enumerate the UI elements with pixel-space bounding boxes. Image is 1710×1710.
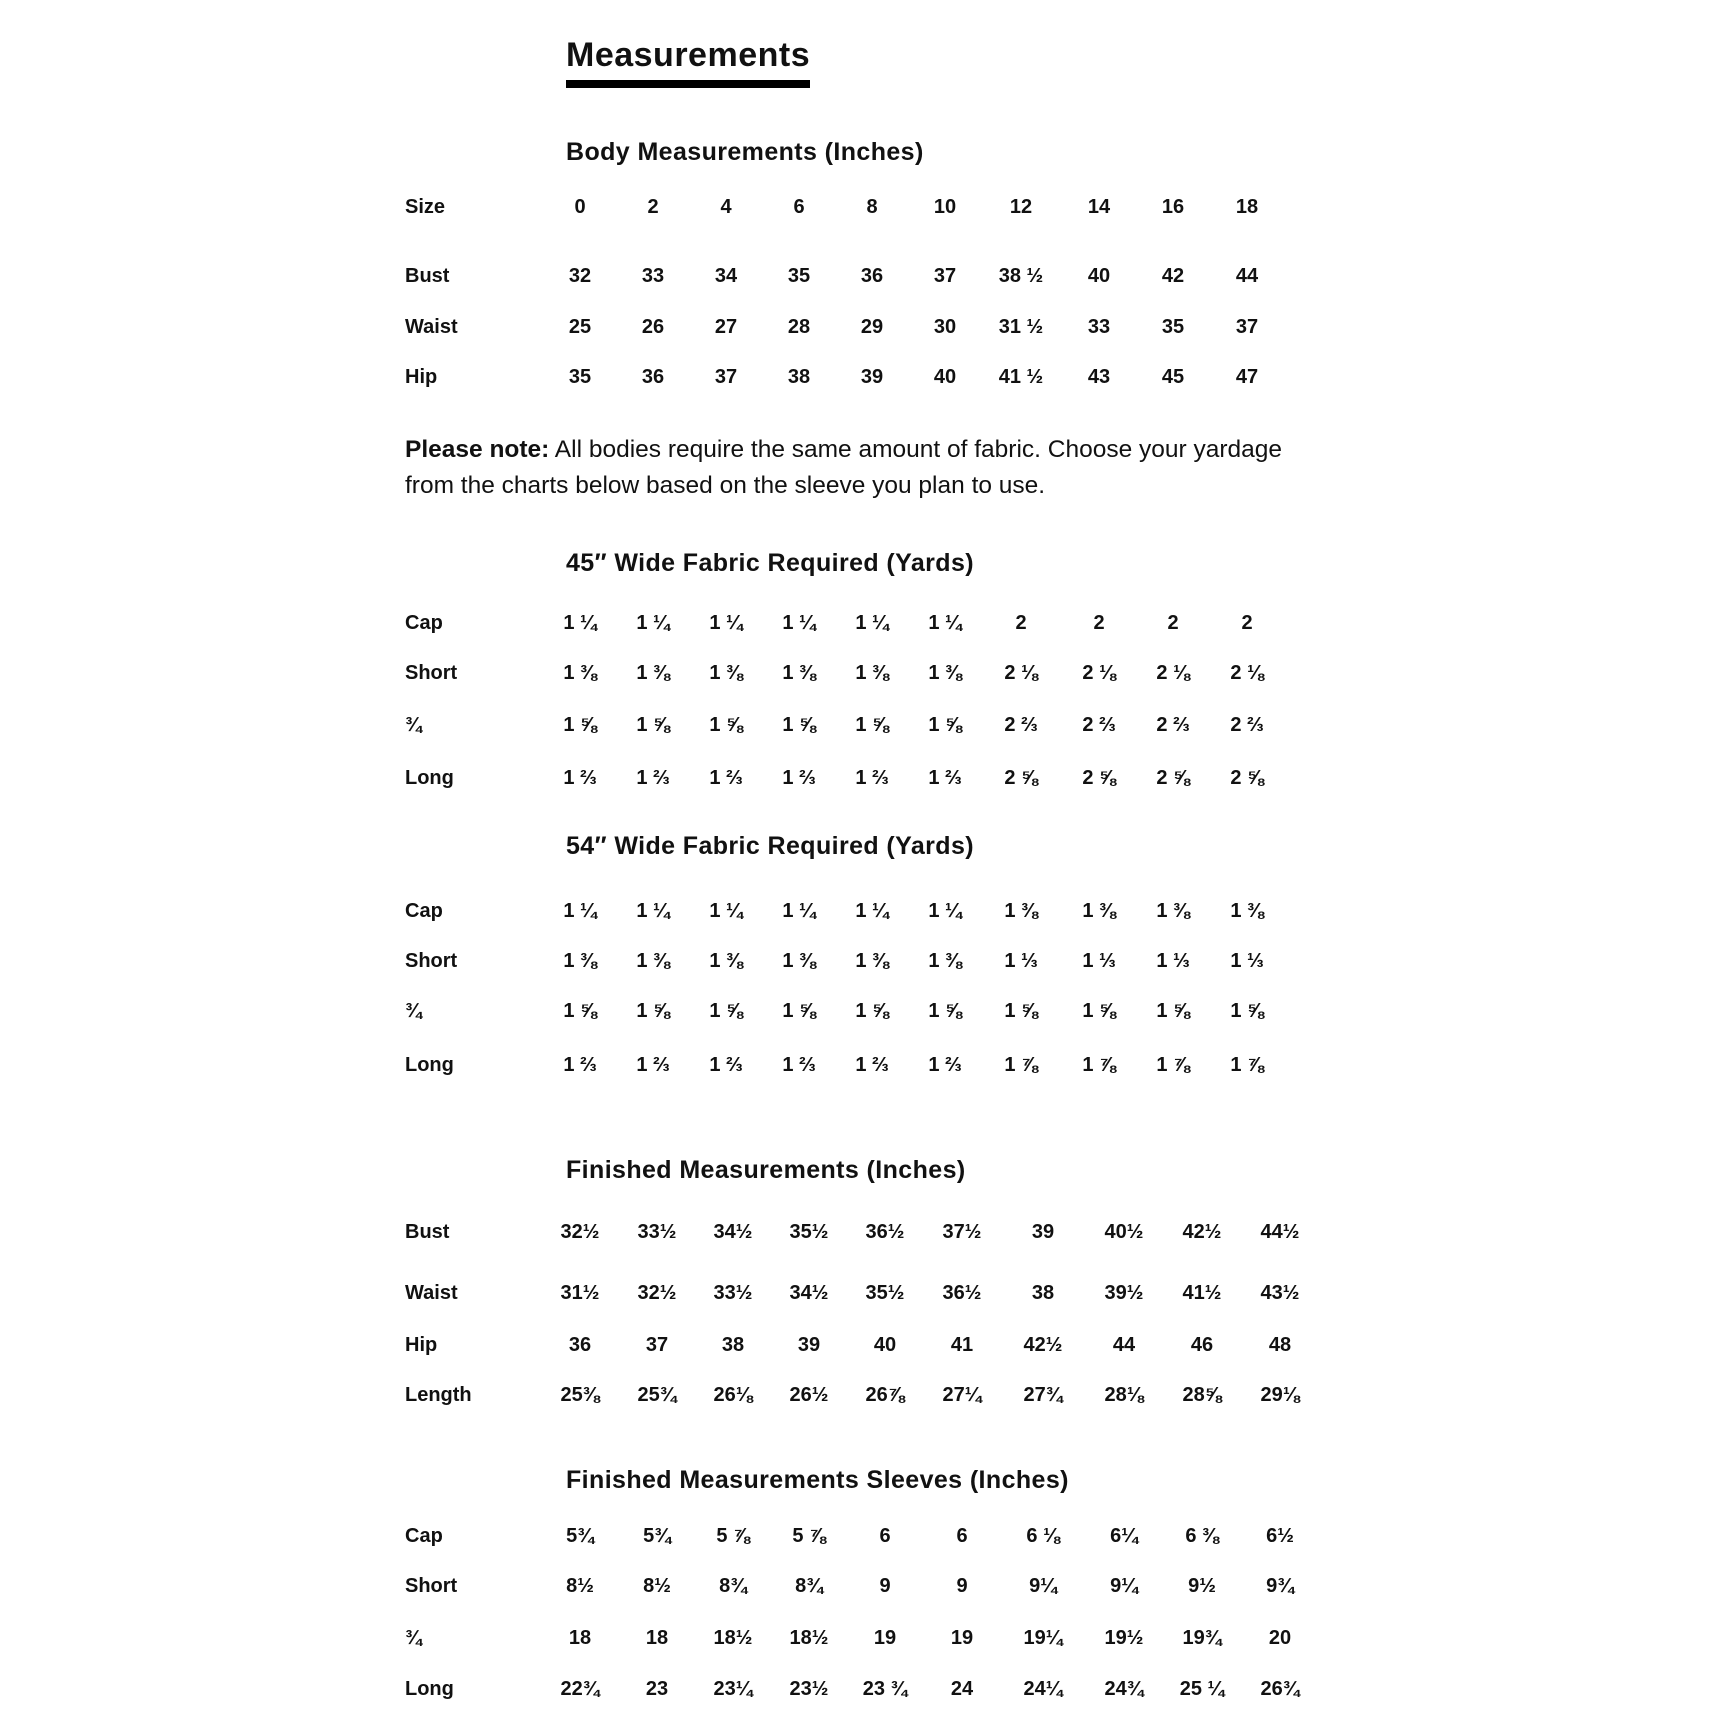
table-cell: 32 [568,265,592,287]
table-cell: 40½ [1104,1221,1144,1243]
table-cell: 23½ [789,1678,829,1700]
table-cell: 1 ⅜ [855,950,889,972]
table-cell: 48 [1268,1334,1292,1356]
table-row [0,1334,1710,1364]
table-cell: 6 [956,1525,968,1547]
table-row [0,612,1710,642]
row-label: Bust [405,265,450,287]
size-header-row [0,196,1710,226]
table-cell: 2 ⅝ [1004,767,1038,789]
table-cell: 25 [568,316,592,338]
table-cell: 42½ [1182,1221,1222,1243]
size-header-cell: 16 [1161,196,1185,218]
table-cell: 18 [568,1627,592,1649]
table-cell: 37 [645,1334,669,1356]
table-cell: 39 [860,366,884,388]
table-cell: 1 ⅝ [855,1000,889,1022]
table-cell: 32½ [560,1221,600,1243]
table-cell: 46 [1190,1334,1214,1356]
table-cell: 44 [1235,265,1259,287]
table-cell: 2 ⅛ [1230,662,1264,684]
finished-measurements-title: Finished Measurements (Inches) [566,1156,966,1184]
size-header-cell: 14 [1087,196,1111,218]
table-cell: 1 ⅓ [1156,950,1190,972]
table-row [0,1000,1710,1030]
row-label: Waist [405,316,458,338]
table-cell: 18½ [789,1627,829,1649]
table-cell: 9¼ [1110,1575,1138,1597]
table-cell: 1 ⅝ [636,1000,670,1022]
table-cell: 1 ⅔ [636,767,670,789]
table-cell: 1 ⅔ [563,767,597,789]
row-label: Hip [405,366,438,388]
table-row [0,1282,1710,1312]
table-cell: 31 ½ [998,316,1044,338]
row-label: Cap [405,612,443,634]
note-text: All bodies require the same amount of fabric. Choose your yardage from the charts below based on the sleeve you plan to use. [405,436,1283,499]
table-cell: 43 [1087,366,1111,388]
table-cell: 38 [787,366,811,388]
table-cell: 23¼ [713,1678,753,1700]
size-label: Size [405,196,446,218]
table-cell: 1 ¼ [855,900,889,922]
table-cell: 39½ [1104,1282,1144,1304]
table-cell: 1 ⅜ [928,662,962,684]
table-cell: 9½ [1188,1575,1216,1597]
body-measurements-title: Body Measurements (Inches) [566,138,924,166]
table-cell: 19¼ [1023,1627,1063,1649]
table-cell: 1 ⅓ [1004,950,1038,972]
table-cell: 1 ⅜ [1156,900,1190,922]
row-label: Long [405,1678,454,1700]
table-cell: 39 [1031,1221,1055,1243]
table-cell: 1 ⅔ [928,1054,962,1076]
row-label: Short [405,950,458,972]
size-header-cell: 6 [793,196,805,218]
table-row [0,767,1710,797]
table-cell: 8¾ [795,1575,823,1597]
table-cell: 42 [1161,265,1185,287]
table-cell: 1 ⅜ [855,662,889,684]
table-cell: 1 ¼ [928,612,962,634]
table-cell: 32½ [637,1282,677,1304]
table-cell: 1 ⅝ [928,714,962,736]
table-cell: 1 ⅜ [782,950,816,972]
table-cell: 1 ⅝ [782,1000,816,1022]
table-cell: 1 ⅞ [1156,1054,1190,1076]
table-cell: 1 ⅔ [855,767,889,789]
table-cell: 2 ⅔ [1004,714,1038,736]
table-cell: 29⅛ [1260,1384,1300,1406]
fabric-54-title: 54″ Wide Fabric Required (Yards) [566,832,974,860]
size-header-cell: 4 [720,196,732,218]
table-row [0,900,1710,930]
table-cell: 1 ⅔ [782,1054,816,1076]
row-label: Hip [405,1334,438,1356]
table-cell: 1 ⅝ [1004,1000,1038,1022]
table-cell: 1 ⅝ [636,714,670,736]
table-cell: 36 [860,265,884,287]
table-cell: 35 [568,366,592,388]
table-cell: 36½ [865,1221,905,1243]
table-cell: 1 ⅜ [1230,900,1264,922]
table-cell: 1 ⅝ [1230,1000,1264,1022]
table-cell: 1 ¼ [563,612,597,634]
row-label: Short [405,662,458,684]
table-cell: 24¾ [1104,1678,1144,1700]
fabric-45-title: 45″ Wide Fabric Required (Yards) [566,549,974,577]
table-cell: 36½ [942,1282,982,1304]
table-cell: 1 ¼ [928,900,962,922]
table-cell: 9 [956,1575,968,1597]
table-row [0,366,1710,396]
table-cell: 33½ [637,1221,677,1243]
size-header-cell: 2 [647,196,659,218]
table-cell: 28⅛ [1104,1384,1144,1406]
table-cell: 35 [1161,316,1185,338]
table-cell: 1 ⅝ [709,1000,743,1022]
table-cell: 1 ⅝ [709,714,743,736]
note-lead: Please note: [405,436,550,463]
table-cell: 35½ [789,1221,829,1243]
table-cell: 44½ [1260,1221,1300,1243]
table-cell: 42½ [1023,1334,1063,1356]
table-cell: 2 [1241,612,1253,634]
table-cell: 1 ⅝ [1156,1000,1190,1022]
table-cell: 9 [879,1575,891,1597]
table-cell: 1 ⅞ [1230,1054,1264,1076]
table-cell: 1 ⅝ [782,714,816,736]
table-cell: 1 ⅜ [782,662,816,684]
row-label: Long [405,1054,454,1076]
table-cell: 1 ⅔ [782,767,816,789]
table-cell: 47 [1235,366,1259,388]
table-cell: 1 ⅔ [855,1054,889,1076]
table-cell: 2 [1167,612,1179,634]
table-cell: 36 [568,1334,592,1356]
row-label: Cap [405,900,443,922]
table-cell: 5¾ [643,1525,671,1547]
row-label: ¾ [405,1627,422,1649]
size-header-cell: 0 [574,196,586,218]
table-cell: 1 ¼ [782,900,816,922]
table-cell: 25 ¼ [1179,1678,1225,1700]
table-cell: 1 ⅞ [1004,1054,1038,1076]
table-cell: 8¾ [719,1575,747,1597]
table-row [0,1575,1710,1605]
table-cell: 35½ [865,1282,905,1304]
table-cell: 19 [873,1627,897,1649]
table-row [0,1678,1710,1708]
table-cell: 19¾ [1182,1627,1222,1649]
table-cell: 34 [714,265,738,287]
table-cell: 37½ [942,1221,982,1243]
table-cell: 2 [1015,612,1027,634]
table-cell: 30 [933,316,957,338]
table-cell: 41 ½ [998,366,1044,388]
table-cell: 1 ⅜ [636,950,670,972]
table-cell: 1 ¼ [709,612,743,634]
table-cell: 1 ⅜ [709,950,743,972]
table-cell: 33 [641,265,665,287]
table-cell: 2 ⅝ [1230,767,1264,789]
table-cell: 27¾ [1023,1384,1063,1406]
table-row [0,265,1710,295]
table-cell: 1 ⅝ [855,714,889,736]
table-cell: 18½ [713,1627,753,1649]
page-title: Measurements [566,36,811,74]
table-cell: 6 ⅜ [1185,1525,1219,1547]
table-cell: 9¾ [1266,1575,1294,1597]
table-cell: 6 [879,1525,891,1547]
table-cell: 27 [714,316,738,338]
table-cell: 35 [787,265,811,287]
table-cell: 1 ⅝ [1082,1000,1116,1022]
title-underline [566,80,810,88]
table-cell: 26 [641,316,665,338]
table-cell: 41 [950,1334,974,1356]
table-cell: 33½ [713,1282,753,1304]
table-row [0,1054,1710,1084]
table-cell: 2 ⅛ [1004,662,1038,684]
table-cell: 1 ⅜ [928,950,962,972]
table-row [0,1384,1710,1414]
table-cell: 19½ [1104,1627,1144,1649]
size-header-cell: 10 [933,196,957,218]
table-cell: 2 ⅛ [1156,662,1190,684]
table-cell: 19 [950,1627,974,1649]
table-row [0,662,1710,692]
table-cell: 1 ¼ [563,900,597,922]
row-label: ¾ [405,1000,422,1022]
size-header-cell: 12 [1009,196,1033,218]
table-cell: 1 ⅔ [563,1054,597,1076]
table-cell: 1 ⅔ [709,1054,743,1076]
table-cell: 34½ [713,1221,753,1243]
table-cell: 41½ [1182,1282,1222,1304]
table-cell: 38 ½ [998,265,1044,287]
table-cell: 8½ [566,1575,594,1597]
table-cell: 28⅝ [1182,1384,1222,1406]
table-cell: 8½ [643,1575,671,1597]
table-cell: 1 ⅜ [709,662,743,684]
table-row [0,950,1710,980]
table-cell: 33 [1087,316,1111,338]
table-cell: 1 ⅜ [1004,900,1038,922]
table-cell: 36 [641,366,665,388]
table-cell: 2 ⅔ [1082,714,1116,736]
table-cell: 1 ⅝ [563,1000,597,1022]
table-cell: 25¾ [637,1384,677,1406]
table-row [0,1525,1710,1555]
table-cell: 5¾ [566,1525,594,1547]
table-cell: 1 ⅓ [1230,950,1264,972]
table-cell: 40 [933,366,957,388]
table-cell: 25⅜ [560,1384,600,1406]
table-cell: 1 ⅔ [636,1054,670,1076]
table-cell: 26⅛ [713,1384,753,1406]
table-cell: 37 [1235,316,1259,338]
table-cell: 40 [873,1334,897,1356]
table-cell: 1 ¼ [709,900,743,922]
table-cell: 6½ [1266,1525,1294,1547]
table-cell: 1 ⅜ [1082,900,1116,922]
table-row [0,316,1710,346]
table-cell: 31½ [560,1282,600,1304]
table-cell: 27¼ [942,1384,982,1406]
table-cell: 1 ¼ [782,612,816,634]
table-cell: 40 [1087,265,1111,287]
table-cell: 1 ⅝ [928,1000,962,1022]
table-cell: 37 [714,366,738,388]
table-cell: 6 ⅛ [1026,1525,1060,1547]
table-cell: 43½ [1260,1282,1300,1304]
row-label: Cap [405,1525,443,1547]
table-cell: 2 [1093,612,1105,634]
table-cell: 1 ⅜ [636,662,670,684]
row-label: Bust [405,1221,450,1243]
table-cell: 24¼ [1023,1678,1063,1700]
table-row [0,714,1710,744]
table-cell: 1 ⅓ [1082,950,1116,972]
size-header-cell: 18 [1235,196,1259,218]
table-cell: 44 [1112,1334,1136,1356]
table-cell: 22¾ [560,1678,600,1700]
table-row [0,1221,1710,1251]
table-cell: 23 ¾ [862,1678,908,1700]
table-cell: 1 ¼ [855,612,889,634]
size-header-cell: 8 [866,196,878,218]
table-cell: 2 ⅔ [1230,714,1264,736]
table-cell: 2 ⅝ [1156,767,1190,789]
table-cell: 1 ¼ [636,612,670,634]
table-cell: 1 ⅔ [928,767,962,789]
fabric-note [405,432,1305,504]
row-label: Long [405,767,454,789]
table-cell: 1 ⅝ [563,714,597,736]
table-cell: 28 [787,316,811,338]
table-cell: 37 [933,265,957,287]
row-label: Short [405,1575,458,1597]
table-cell: 20 [1268,1627,1292,1649]
table-cell: 23 [645,1678,669,1700]
row-label: ¾ [405,714,422,736]
table-cell: 38 [721,1334,745,1356]
table-cell: 5 ⅞ [716,1525,750,1547]
table-cell: 29 [860,316,884,338]
table-cell: 39 [797,1334,821,1356]
table-cell: 5 ⅞ [792,1525,826,1547]
sleeve-measurements-title: Finished Measurements Sleeves (Inches) [566,1466,1069,1494]
table-cell: 26½ [789,1384,829,1406]
table-cell: 45 [1161,366,1185,388]
table-cell: 26⅞ [865,1384,905,1406]
table-cell: 38 [1031,1282,1055,1304]
table-cell: 6¼ [1110,1525,1138,1547]
table-cell: 26¾ [1260,1678,1300,1700]
table-cell: 2 ⅝ [1082,767,1116,789]
table-cell: 1 ¼ [636,900,670,922]
row-label: Waist [405,1282,458,1304]
table-cell: 1 ⅜ [563,662,597,684]
table-cell: 2 ⅛ [1082,662,1116,684]
table-cell: 1 ⅜ [563,950,597,972]
table-cell: 34½ [789,1282,829,1304]
table-cell: 24 [950,1678,974,1700]
table-cell: 1 ⅔ [709,767,743,789]
table-cell: 9¼ [1029,1575,1057,1597]
row-label: Length [405,1384,472,1406]
table-cell: 18 [645,1627,669,1649]
table-cell: 2 ⅔ [1156,714,1190,736]
table-row [0,1627,1710,1657]
table-cell: 1 ⅞ [1082,1054,1116,1076]
